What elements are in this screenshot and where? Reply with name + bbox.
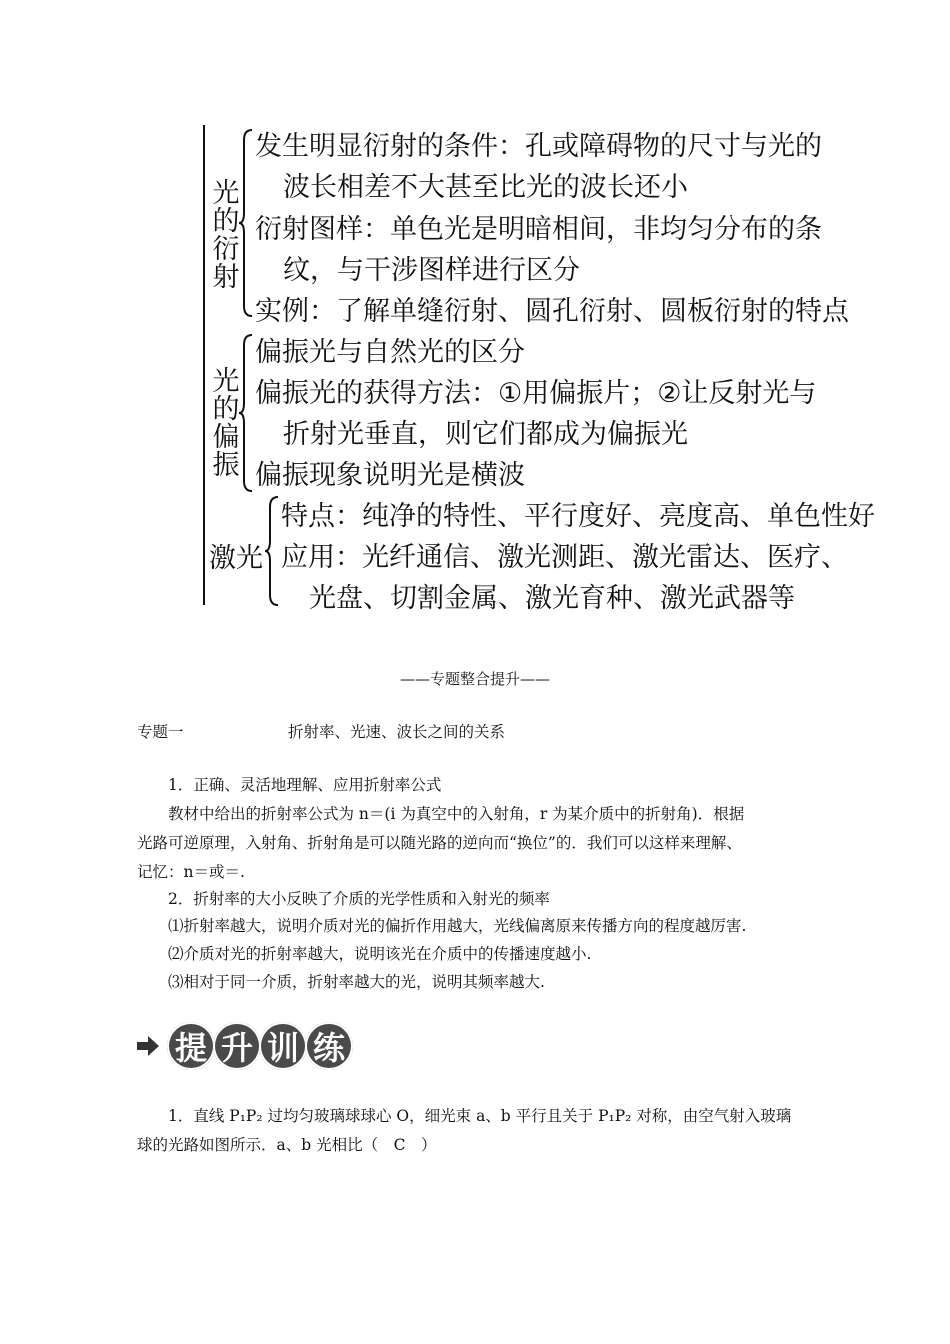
label-char: 振 — [212, 450, 240, 481]
outline-item: 偏振光的获得方法：①用偏振片；②让反射光与 — [255, 378, 817, 409]
brace-diffraction — [238, 128, 254, 318]
paragraph-line: ⑶相对于同一介质，折射率越大的光，说明其频率越大. — [168, 973, 545, 991]
topic-title: 折射率、光速、波长之间的关系 — [288, 723, 506, 741]
practice-banner — [135, 1020, 351, 1072]
section-header: ——专题整合提升—— — [399, 670, 550, 688]
label-char: 的 — [212, 206, 240, 237]
paragraph-line: ⑴折射率越大，说明介质对光的偏折作用越大，光线偏离原来传播方向的程度越厉害. — [168, 917, 747, 935]
label-char: 射 — [212, 262, 240, 293]
outline-item: 特点：纯净的特性、平行度好、亮度高、单色性好 — [281, 501, 875, 532]
outline-item: 衍射图样：单色光是明暗相间，非均匀分布的条 — [255, 214, 822, 245]
banner-char: 练 — [305, 1022, 353, 1070]
paragraph-line: 2．折射率的大小反映了介质的光学性质和入射光的频率 — [168, 890, 550, 908]
label-char: 衍 — [212, 234, 240, 265]
topic-label: 专题一 — [137, 723, 184, 741]
banner-char: 升 — [213, 1022, 261, 1070]
paragraph-line: 记忆：n＝或＝. — [137, 863, 245, 881]
label-char: 光 — [212, 178, 240, 209]
outline-item: 偏振光与自然光的区分 — [255, 337, 525, 368]
outline-item: 实例：了解单缝衍射、圆孔衍射、圆板衍射的特点 — [255, 296, 849, 327]
banner-char: 训 — [259, 1022, 307, 1070]
group-label-diffraction — [211, 180, 241, 292]
outline-item: 发生明显衍射的条件：孔或障碍物的尺寸与光的 — [255, 131, 822, 162]
outline-item: 光盘、切割金属、激光育种、激光武器等 — [309, 583, 795, 614]
outline-item: 折射光垂直，则它们都成为偏振光 — [283, 419, 688, 450]
paragraph-line: 1．正确、灵活地理解、应用折射率公式 — [168, 776, 442, 794]
paragraph-line: 教材中给出的折射率公式为 n＝(i 为真空中的入射角，r 为某介质中的折射角)．根据 — [168, 805, 745, 823]
banner-char: 提 — [167, 1022, 215, 1070]
question-line: 1．直线 P₁P₂ 过均匀玻璃球球心 O，细光束 a、b 平行且关于 P₁P₂ 对称，由空气射入玻璃 — [168, 1107, 792, 1125]
paragraph-line: ⑵介质对光的折射率越大，说明该光在介质中的传播速度越小. — [168, 945, 592, 963]
label-char: 的 — [212, 394, 240, 425]
outline-item: 纹，与干涉图样进行区分 — [283, 255, 580, 286]
outline-item: 应用：光纤通信、激光测距、激光雷达、医疗、 — [281, 542, 848, 573]
arrow-right-icon — [135, 1034, 161, 1058]
outline-item: 偏振现象说明光是横波 — [255, 460, 525, 491]
group-label-polarization — [211, 368, 241, 480]
group-label-laser: 激光 — [209, 543, 263, 574]
label-char: 光 — [212, 366, 240, 397]
knowledge-outline — [0, 0, 950, 620]
label-char: 偏 — [212, 422, 240, 453]
paragraph-line: 光路可逆原理，入射角、折射角是可以随光路的逆向而“换位”的．我们可以这样来理解、 — [137, 834, 742, 852]
brace-laser — [264, 495, 280, 607]
outline-item: 波长相差不大甚至比光的波长还小 — [283, 172, 688, 203]
question-line: 球的光路如图所示．a、b 光相比（ C ） — [137, 1136, 437, 1154]
brace-polarization — [238, 333, 254, 493]
